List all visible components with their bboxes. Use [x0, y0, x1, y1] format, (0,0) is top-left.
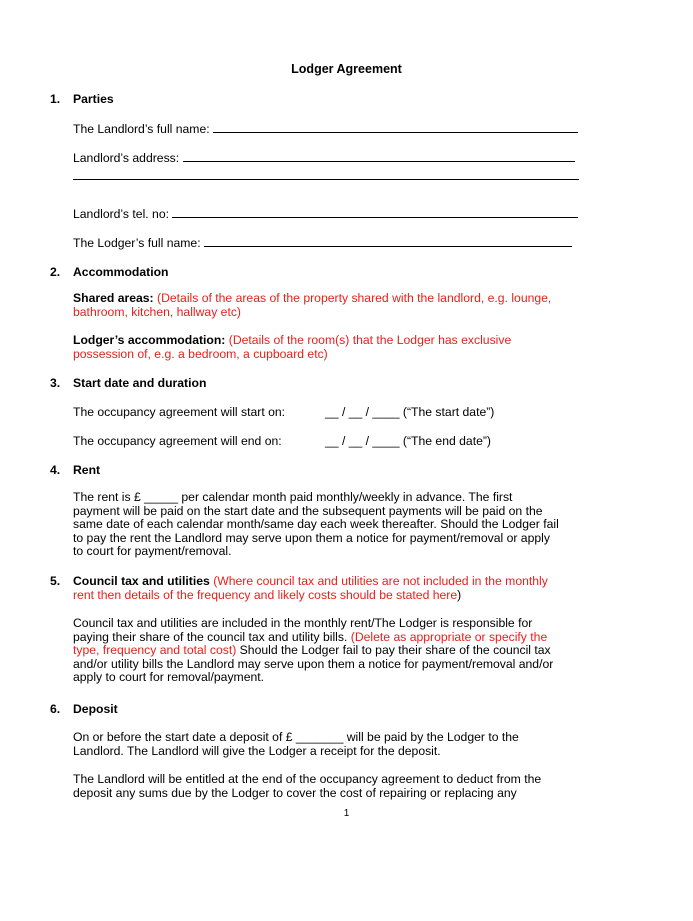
- landlord-name-field[interactable]: [213, 121, 578, 133]
- landlord-tel-row: [73, 206, 578, 221]
- section-title: Start date and duration: [73, 376, 207, 390]
- landlord-address-label: Landlord’s address:: [73, 151, 180, 165]
- landlord-tel-label: Landlord’s tel. no:: [73, 207, 169, 221]
- section-number: 5.: [50, 574, 61, 588]
- section-4-heading: [50, 463, 100, 477]
- landlord-name-label: The Landlord’s full name:: [73, 122, 210, 136]
- section-title: Council tax and utilities: [73, 574, 210, 588]
- deposit-line: Landlord. The Landlord will give the Lodger a receipt for the deposit.: [73, 743, 441, 758]
- section-number: 1.: [50, 92, 61, 106]
- section-5-note-cont-row: [73, 588, 461, 602]
- rent-line: The rent is £ _____ per calendar month paid monthly/weekly in advance. The first: [73, 490, 513, 504]
- deposit-line: On or before the start date a deposit of £ _______ will be paid by the Lodger to the: [73, 730, 519, 744]
- rent-line: payment will be paid on the start date and the subsequent payments will be paid on the: [73, 503, 543, 518]
- section-2-heading: [50, 265, 168, 279]
- section-number: 6.: [50, 702, 61, 716]
- council-tax-line: paying their share of the council tax and utility bills.: [73, 629, 348, 644]
- deposit-line: deposit any sums due by the Lodger to cover the cost of repairing or replacing any: [73, 785, 517, 800]
- landlord-address-field-line2[interactable]: [73, 179, 579, 180]
- landlord-tel-field[interactable]: [172, 206, 578, 218]
- page-number: 1: [343, 808, 350, 819]
- lodger-accommodation-label: Lodger’s accommodation:: [73, 333, 226, 347]
- start-date-field[interactable]: __ / __ / ____ (“The start date”): [325, 405, 495, 419]
- landlord-name-row: [73, 121, 578, 136]
- council-tax-line: apply to court for removal/payment.: [73, 670, 265, 685]
- rent-line: to court for payment/removal.: [73, 544, 232, 559]
- section-3-heading: [50, 376, 206, 390]
- council-tax-paragraph: [73, 617, 598, 685]
- section-title: Deposit: [73, 702, 118, 716]
- section-title: Accommodation: [73, 265, 169, 279]
- end-date-field[interactable]: __ / __ / ____ (“The end date”): [325, 434, 491, 448]
- shared-areas-paragraph: [73, 292, 598, 319]
- section-number: 3.: [50, 376, 61, 390]
- section-number: 4.: [50, 463, 61, 477]
- start-date-label: The occupancy agreement will start on:: [73, 405, 286, 419]
- section-1-heading: [50, 92, 114, 106]
- council-tax-line: and/or utility bills the Landlord may serve upon them a notice for payment/removal and/or: [73, 656, 554, 671]
- section-5-note-close: ): [457, 588, 462, 602]
- lodger-name-row: [73, 235, 572, 250]
- landlord-address-row: [73, 150, 575, 165]
- landlord-address-field[interactable]: [183, 150, 575, 162]
- rent-line: same date of each calendar month/same day each week thereafter. Should the Lodger fail: [73, 517, 559, 532]
- deposit-paragraph-1: [73, 731, 598, 758]
- deposit-paragraph-2: [73, 773, 598, 800]
- section-title: Rent: [73, 463, 101, 477]
- council-tax-note: (Delete as appropriate or specify the: [350, 629, 548, 644]
- lodger-accommodation-note-cont: possession of, e.g. a bedroom, a cupboard etc): [73, 346, 328, 361]
- section-5-heading: [50, 574, 548, 588]
- lodger-name-field[interactable]: [204, 235, 572, 247]
- lodger-accommodation-note: (Details of the room(s) that the Lodger has exclusive: [228, 333, 512, 347]
- section-5-note-cont: rent then details of the frequency and likely costs should be stated here: [73, 588, 458, 602]
- rent-line: to pay the rent the Landlord may serve upon them a notice for payment/removal or apply: [73, 530, 550, 545]
- shared-areas-note-cont: bathroom, kitchen, hallway etc): [73, 304, 241, 319]
- deposit-line: The Landlord will be entitled at the end of the occupancy agreement to deduct from the: [73, 772, 542, 786]
- document-title: Lodger Agreement: [291, 62, 402, 76]
- shared-areas-label: Shared areas:: [73, 291, 154, 305]
- council-tax-line: Should the Lodger fail to pay their share of the council tax: [239, 643, 551, 658]
- section-5-note: (Where council tax and utilities are not included in the monthly: [213, 574, 548, 588]
- section-title: Parties: [73, 92, 114, 106]
- section-6-heading: [50, 702, 118, 716]
- lodger-name-label: The Lodger’s full name:: [73, 236, 201, 250]
- section-number: 2.: [50, 265, 61, 279]
- rent-paragraph: [73, 491, 598, 559]
- council-tax-line: Council tax and utilities are included in the monthly rent/The Lodger is responsible for: [73, 616, 533, 630]
- shared-areas-note: (Details of the areas of the property shared with the landlord, e.g. lounge,: [157, 291, 552, 305]
- lodger-accommodation-paragraph: [73, 334, 598, 361]
- end-date-label: The occupancy agreement will end on:: [73, 434, 282, 448]
- council-tax-note-cont: type, frequency and total cost): [73, 643, 237, 658]
